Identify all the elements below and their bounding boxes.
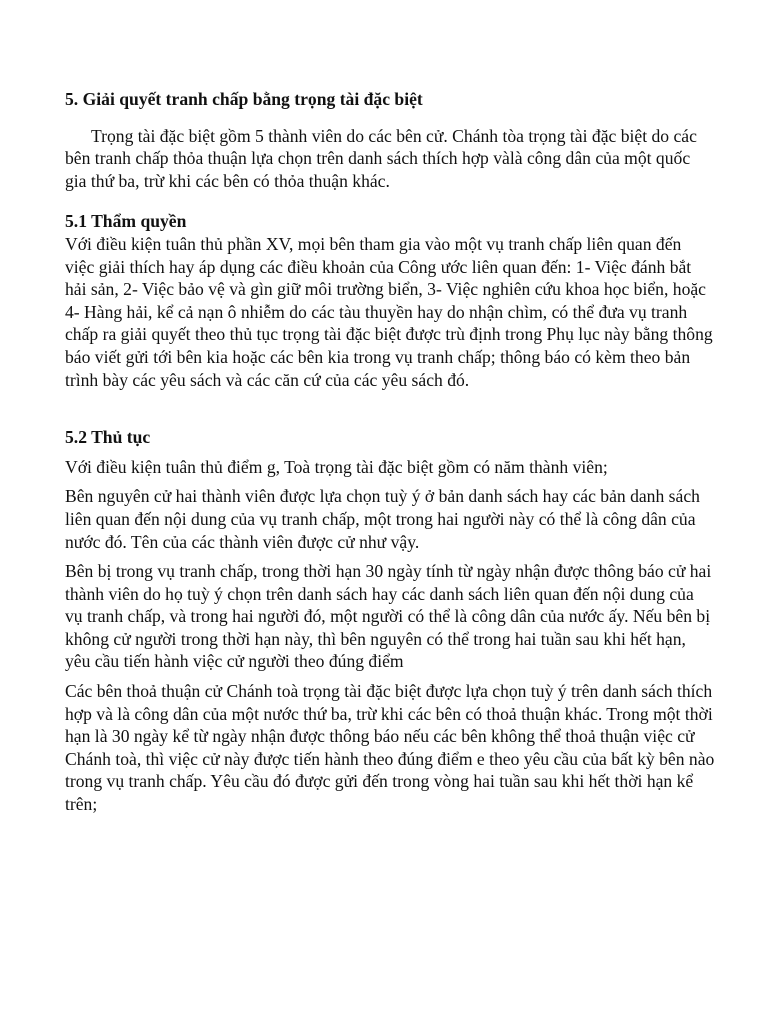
document-page (65, 88, 715, 816)
section-5-title: 5. Giải quyết tranh chấp bằng trọng tài đặc biệt (65, 89, 423, 109)
section-5-2-title: 5.2 Thủ tục (65, 427, 151, 448)
section-5-2-paragraph-2: Bên nguyên cử hai thành viên được lựa chọn tuỳ ý ở bản danh sách hay các bản danh sách liên quan đến nội dung của vụ tranh chấp, một trong hai người này có thể là công dân của nước đó. Tên của các thành viên được cử như vậy. (65, 486, 700, 552)
section-5-2-paragraph-1: Với điều kiện tuân thủ điểm g, Toà trọng tài đặc biệt gồm có năm thành viên; (65, 456, 608, 477)
section-5-2-paragraph-4: Các bên thoả thuận cử Chánh toà trọng tài đặc biệt được lựa chọn tuỳ ý trên danh sách thích hợp và là công dân của một nước thứ ba, trừ khi các bên có thoả thuận khác. Trong một thời hạn là 30 ngày kể từ ngày nhận được thông báo nếu các bên không thể thoả thuận việc cử Chánh toà, thì việc cử này được tiến hành theo đúng điểm e theo yêu cầu của bất kỳ bên nào trong vụ tranh chấp. Yêu cầu đó được gửi đến trong vòng hai tuần sau khi hết thời hạn kể trên; (65, 681, 715, 815)
section-5-1-title: 5.1 Thẩm quyền (65, 211, 187, 232)
section-5-1-body: Với điều kiện tuân thủ phần XV, mọi bên tham gia vào một vụ tranh chấp liên quan đến việc giải thích hay áp dụng các điều khoản của Công ước liên quan đến: 1- Việc đánh bắt hải sản, 2- Việc bảo vệ và gìn giữ môi trường biển, 3- Việc nghiên cứu khoa học biển, hoặc 4- Hàng hải, kể cả nạn ô nhiễm do các tàu thuyền hay do nhận chìm, có thể đưa vụ tranh chấp ra giải quyết theo thủ tục trọng tài đặc biệt được trù định trong Phụ lục này bằng thông báo viết gửi tới bên kia hoặc các bên kia trong vụ tranh chấp; thông báo có kèm theo bản trình bày các yêu sách và các căn cứ của các yêu sách đó. (65, 233, 713, 390)
section-5-intro: Trọng tài đặc biệt gồm 5 thành viên do các bên cử. Chánh tòa trọng tài đặc biệt do các bên tranh chấp thỏa thuận lựa chọn trên danh sách thích hợp vàlà công dân của một quốc gia thứ ba, trừ khi các bên có thỏa thuận khác. (65, 125, 697, 191)
section-5-2-paragraph-3: Bên bị trong vụ tranh chấp, trong thời hạn 30 ngày tính từ ngày nhận được thông báo cử hai thành viên do họ tuỳ ý chọn trên danh sách hay các danh sách liên quan đến nội dung của vụ tranh chấp, và trong hai người đó, một người có thể là công dân của nước ấy. Nếu bên bị không cử người trong thời hạn này, thì bên nguyên có thể trong hai tuần sau khi hết hạn, yêu cầu tiến hành việc cử người theo đúng điểm (65, 561, 712, 672)
